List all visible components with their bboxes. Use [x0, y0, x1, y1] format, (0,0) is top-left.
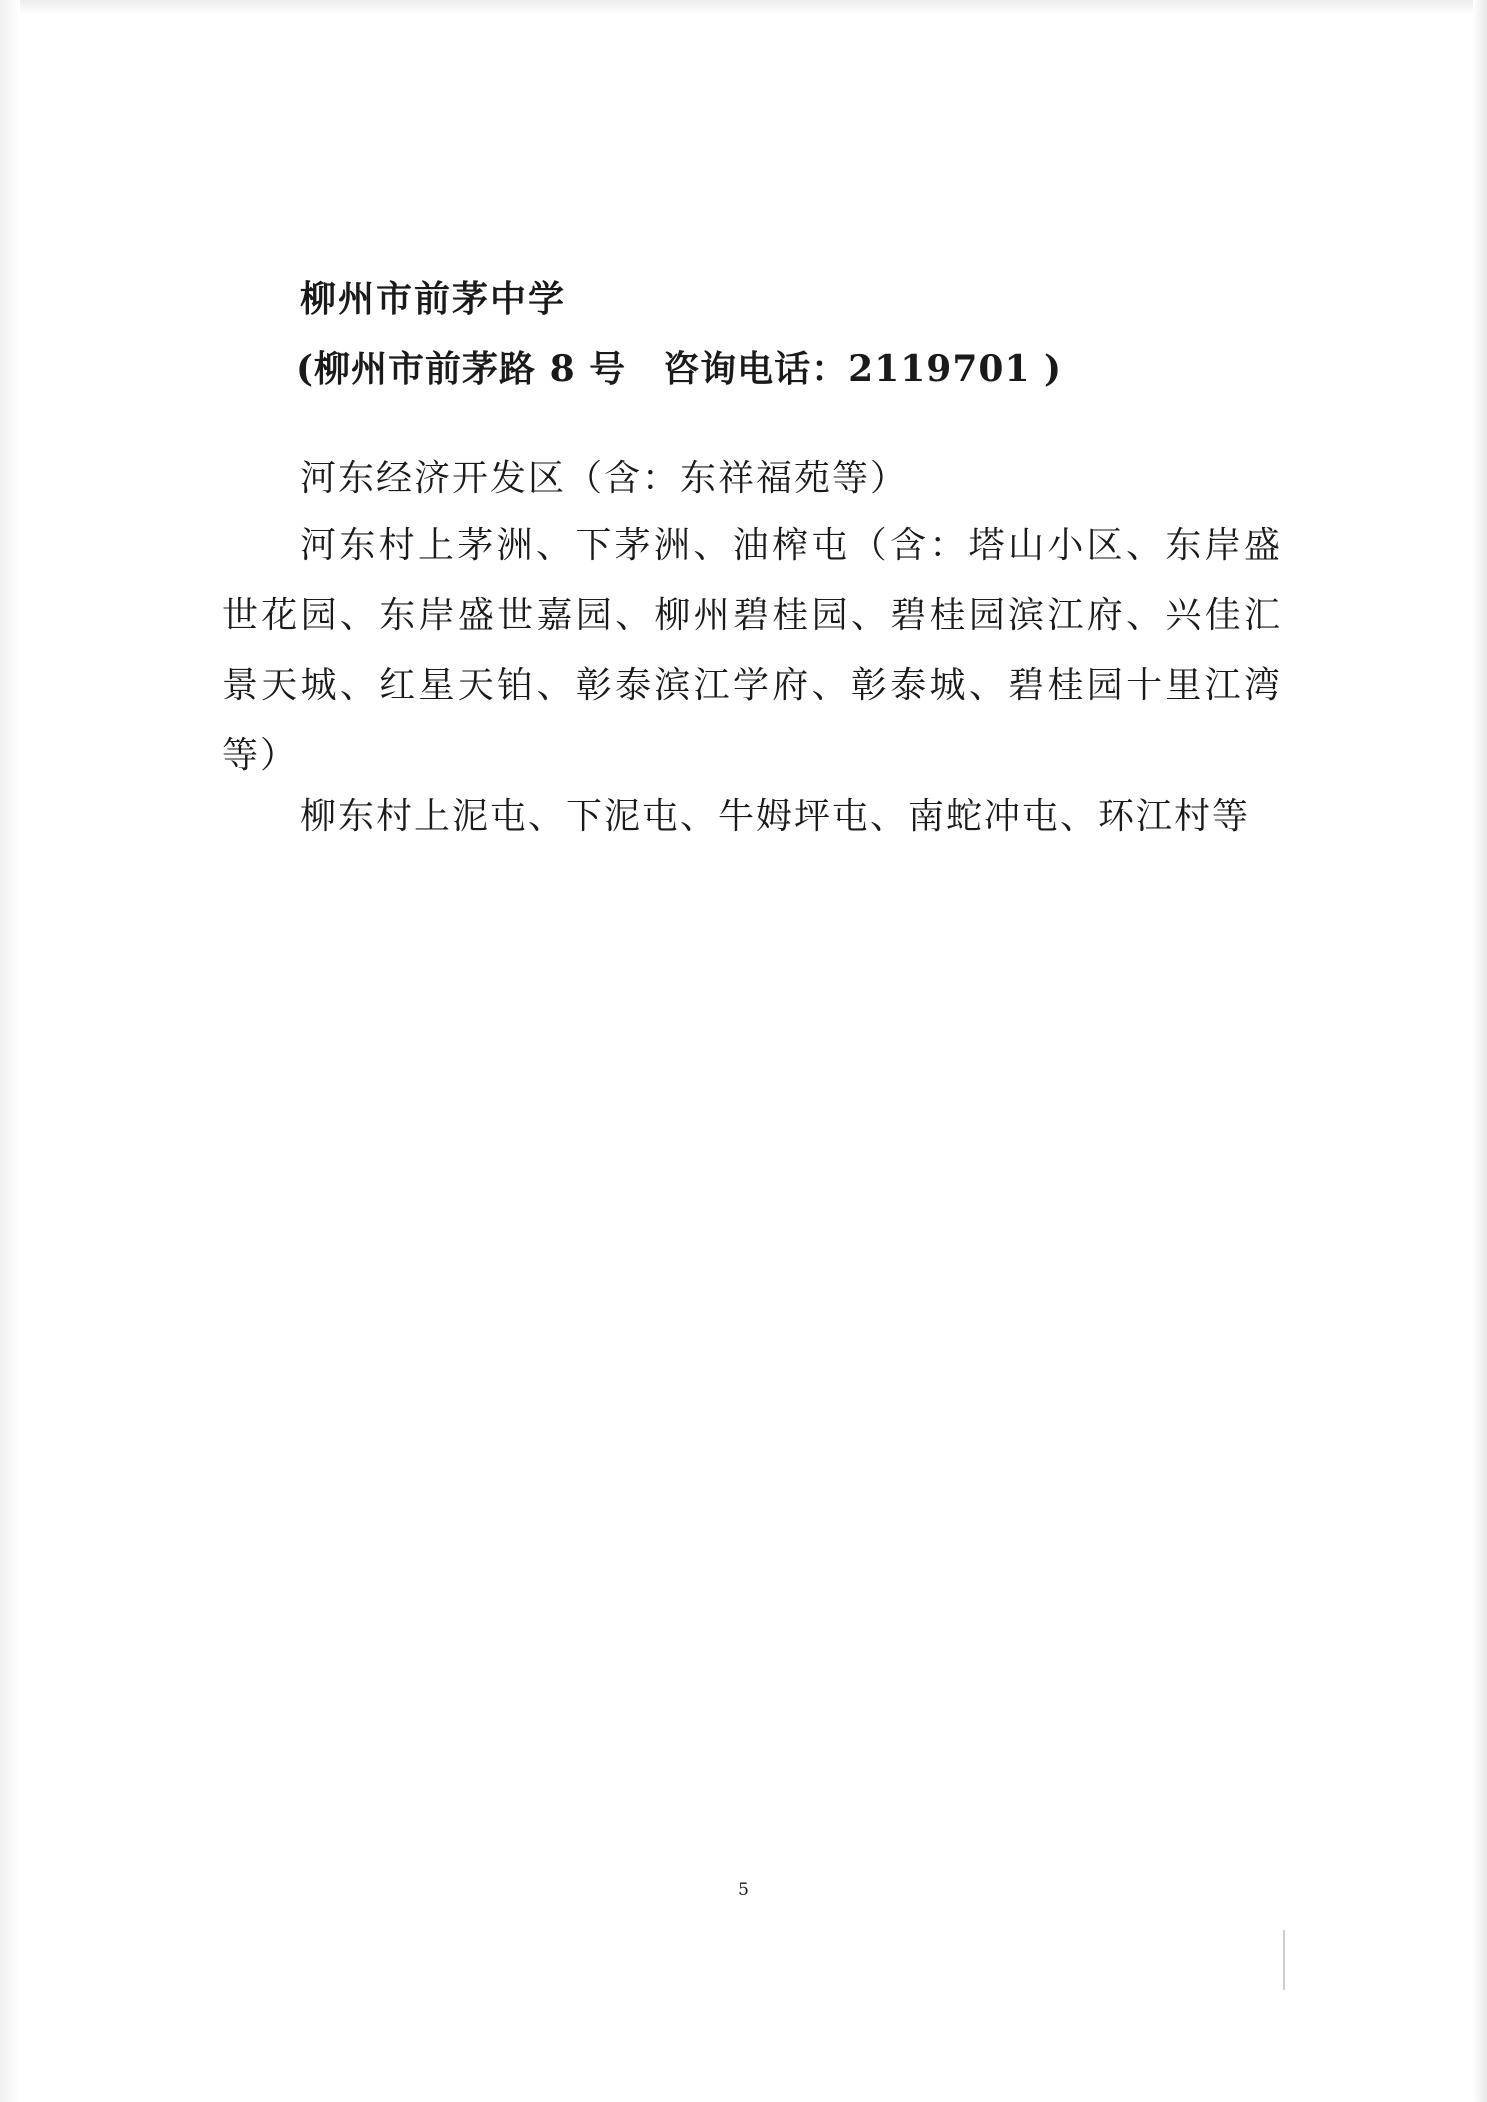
school-name-heading: 柳州市前茅中学 [300, 278, 567, 320]
district-paragraph: 河东经济开发区（含：东祥福苑等） [300, 458, 909, 499]
school-address-line: (柳州市前茅路 8 号 咨询电话：2119701 ) [296, 348, 1063, 390]
district-paragraph: 柳东村上泥屯、下泥屯、牛姆坪屯、南蛇冲屯、环江村等 [300, 796, 1251, 837]
scan-mark [1283, 1930, 1285, 1990]
scan-edge-right [1473, 0, 1487, 2102]
scan-edge-left [0, 0, 20, 2102]
scan-edge-top [0, 0, 1487, 14]
page-number: 5 [738, 1880, 749, 1900]
district-paragraph: 河东村上茅洲、下茅洲、油榨屯（含：塔山小区、东岸盛世花园、东岸盛世嘉园、柳州碧桂园、碧桂园滨江府、兴佳汇景天城、红星天铂、彰泰滨江学府、彰泰城、碧桂园十里江湾等） [222, 525, 1282, 776]
